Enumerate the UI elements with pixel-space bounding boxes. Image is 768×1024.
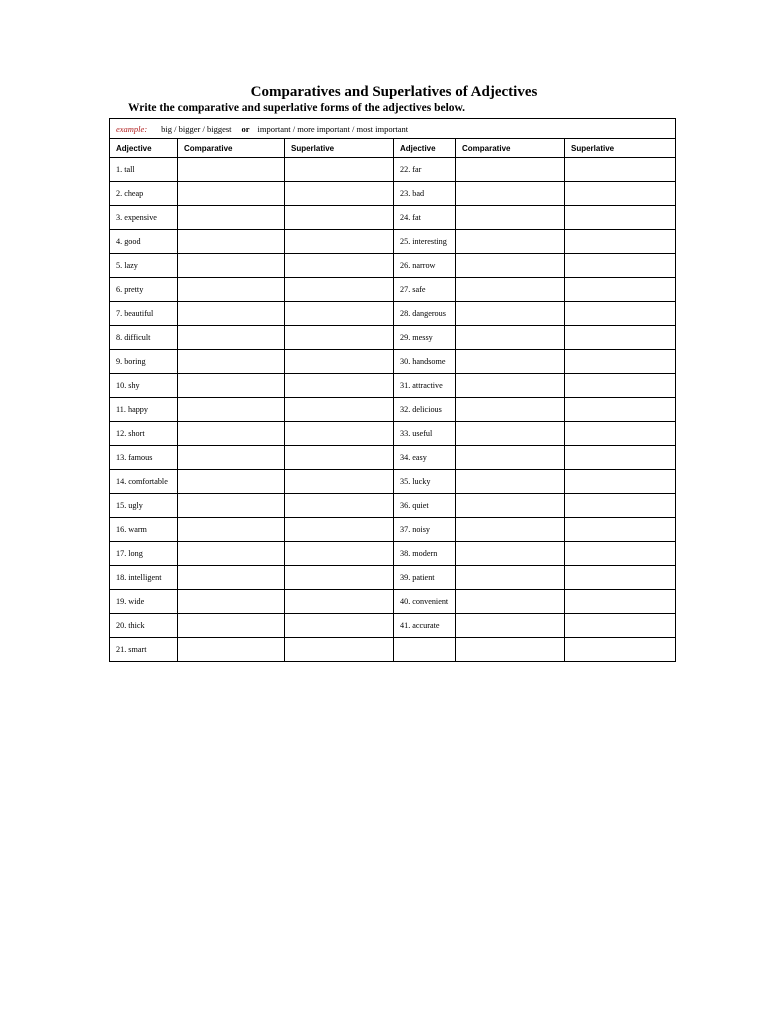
table-row bbox=[110, 590, 676, 614]
adjective-cell-right bbox=[394, 638, 456, 662]
comparative-answer-cell[interactable] bbox=[178, 566, 285, 590]
superlative-answer-cell[interactable] bbox=[565, 302, 676, 326]
superlative-answer-cell[interactable] bbox=[285, 614, 394, 638]
superlative-answer-cell[interactable] bbox=[285, 302, 394, 326]
table-row bbox=[110, 230, 676, 254]
comparative-answer-cell[interactable] bbox=[456, 470, 565, 494]
superlative-answer-cell[interactable] bbox=[565, 374, 676, 398]
header-adjective-right: Adjective bbox=[394, 139, 456, 158]
comparative-answer-cell[interactable] bbox=[456, 374, 565, 398]
superlative-answer-cell[interactable] bbox=[285, 350, 394, 374]
adjective-cell-right: 25. interesting bbox=[394, 230, 456, 254]
superlative-answer-cell[interactable] bbox=[565, 590, 676, 614]
table-row bbox=[110, 494, 676, 518]
superlative-answer-cell[interactable] bbox=[285, 326, 394, 350]
comparative-answer-cell[interactable] bbox=[456, 158, 565, 182]
superlative-answer-cell[interactable] bbox=[285, 374, 394, 398]
superlative-answer-cell[interactable] bbox=[565, 182, 676, 206]
table-row bbox=[110, 278, 676, 302]
superlative-answer-cell[interactable] bbox=[565, 158, 676, 182]
comparative-answer-cell[interactable] bbox=[178, 518, 285, 542]
adjective-cell-right: 41. accurate bbox=[394, 614, 456, 638]
example-second: important / more important / most important bbox=[257, 123, 409, 134]
comparative-answer-cell[interactable] bbox=[456, 422, 565, 446]
superlative-answer-cell[interactable] bbox=[565, 518, 676, 542]
adjective-cell-left: 4. good bbox=[110, 230, 178, 254]
adjective-cell-right: 36. quiet bbox=[394, 494, 456, 518]
header-superlative-right: Superlative bbox=[565, 139, 676, 158]
comparative-answer-cell[interactable] bbox=[456, 326, 565, 350]
example-label: example: bbox=[116, 123, 148, 134]
comparative-answer-cell[interactable] bbox=[456, 494, 565, 518]
adjective-cell-left: 12. short bbox=[110, 422, 178, 446]
superlative-answer-cell[interactable] bbox=[565, 470, 676, 494]
example-cell bbox=[110, 119, 676, 139]
table-row bbox=[110, 566, 676, 590]
comparative-answer-cell[interactable] bbox=[456, 542, 565, 566]
table-row bbox=[110, 158, 676, 182]
comparative-answer-cell[interactable] bbox=[178, 230, 285, 254]
superlative-answer-cell[interactable] bbox=[565, 614, 676, 638]
page-title: Comparatives and Superlatives of Adjectives bbox=[250, 84, 538, 100]
superlative-answer-cell[interactable] bbox=[285, 254, 394, 278]
superlative-answer-cell[interactable] bbox=[285, 398, 394, 422]
adjective-cell-left: 6. pretty bbox=[110, 278, 178, 302]
comparative-answer-cell[interactable] bbox=[178, 422, 285, 446]
comparative-answer-cell[interactable] bbox=[456, 518, 565, 542]
adjective-cell-right: 27. safe bbox=[394, 278, 456, 302]
header-row bbox=[110, 139, 676, 158]
table-row bbox=[110, 350, 676, 374]
superlative-answer-cell[interactable] bbox=[565, 422, 676, 446]
adjective-cell-right: 31. attractive bbox=[394, 374, 456, 398]
comparative-answer-cell[interactable] bbox=[456, 206, 565, 230]
comparative-answer-cell[interactable] bbox=[178, 350, 285, 374]
superlative-answer-cell[interactable] bbox=[565, 326, 676, 350]
adjective-cell-left: 3. expensive bbox=[110, 206, 178, 230]
adjective-cell-left: 11. happy bbox=[110, 398, 178, 422]
adjective-cell-right: 30. handsome bbox=[394, 350, 456, 374]
superlative-answer-cell[interactable] bbox=[285, 278, 394, 302]
table-row bbox=[110, 614, 676, 638]
adjective-cell-left: 14. comfortable bbox=[110, 470, 178, 494]
table-row bbox=[110, 182, 676, 206]
comparative-answer-cell[interactable] bbox=[178, 374, 285, 398]
adjective-cell-left: 1. tall bbox=[110, 158, 178, 182]
table-row bbox=[110, 422, 676, 446]
worksheet-table bbox=[109, 118, 676, 662]
adjective-cell-right: 32. delicious bbox=[394, 398, 456, 422]
adjective-cell-left: 8. difficult bbox=[110, 326, 178, 350]
superlative-answer-cell[interactable] bbox=[565, 398, 676, 422]
adjective-cell-right: 33. useful bbox=[394, 422, 456, 446]
adjective-cell-left: 2. cheap bbox=[110, 182, 178, 206]
header-comparative-right: Comparative bbox=[456, 139, 565, 158]
comparative-answer-cell[interactable] bbox=[456, 302, 565, 326]
superlative-answer-cell[interactable] bbox=[285, 206, 394, 230]
superlative-answer-cell[interactable] bbox=[565, 494, 676, 518]
comparative-answer-cell[interactable] bbox=[178, 446, 285, 470]
superlative-answer-cell[interactable] bbox=[565, 254, 676, 278]
adjective-cell-right: 37. noisy bbox=[394, 518, 456, 542]
comparative-answer-cell[interactable] bbox=[456, 350, 565, 374]
superlative-answer-cell[interactable] bbox=[285, 422, 394, 446]
adjective-cell-left: 21. smart bbox=[110, 638, 178, 662]
comparative-answer-cell[interactable] bbox=[456, 230, 565, 254]
superlative-answer-cell[interactable] bbox=[285, 542, 394, 566]
comparative-answer-cell[interactable] bbox=[178, 638, 285, 662]
comparative-answer-cell[interactable] bbox=[178, 158, 285, 182]
adjective-cell-left: 20. thick bbox=[110, 614, 178, 638]
comparative-answer-cell[interactable] bbox=[178, 182, 285, 206]
instructions: Write the comparative and superlative forms of the adjectives below. bbox=[128, 102, 466, 114]
comparative-answer-cell[interactable] bbox=[178, 206, 285, 230]
comparative-answer-cell[interactable] bbox=[178, 302, 285, 326]
comparative-answer-cell[interactable] bbox=[456, 182, 565, 206]
adjective-cell-right: 29. messy bbox=[394, 326, 456, 350]
adjective-cell-left: 7. beautiful bbox=[110, 302, 178, 326]
table-row bbox=[110, 254, 676, 278]
adjective-cell-left: 5. lazy bbox=[110, 254, 178, 278]
adjective-cell-right: 28. dangerous bbox=[394, 302, 456, 326]
comparative-answer-cell[interactable] bbox=[178, 470, 285, 494]
table-row bbox=[110, 542, 676, 566]
adjective-cell-left: 13. famous bbox=[110, 446, 178, 470]
adjective-cell-left: 15. ugly bbox=[110, 494, 178, 518]
superlative-answer-cell[interactable] bbox=[565, 230, 676, 254]
adjective-cell-right: 23. bad bbox=[394, 182, 456, 206]
adjective-cell-right: 34. easy bbox=[394, 446, 456, 470]
superlative-answer-cell[interactable] bbox=[285, 446, 394, 470]
adjective-cell-right: 35. lucky bbox=[394, 470, 456, 494]
comparative-answer-cell[interactable] bbox=[456, 446, 565, 470]
adjective-cell-left: 18. intelligent bbox=[110, 566, 178, 590]
comparative-answer-cell[interactable] bbox=[178, 494, 285, 518]
superlative-answer-cell[interactable] bbox=[285, 638, 394, 662]
superlative-answer-cell[interactable] bbox=[285, 494, 394, 518]
adjective-cell-right: 40. convenient bbox=[394, 590, 456, 614]
comparative-answer-cell[interactable] bbox=[456, 638, 565, 662]
adjective-cell-right: 38. modern bbox=[394, 542, 456, 566]
superlative-answer-cell[interactable] bbox=[565, 566, 676, 590]
comparative-answer-cell[interactable] bbox=[456, 566, 565, 590]
table-row bbox=[110, 518, 676, 542]
superlative-answer-cell[interactable] bbox=[285, 470, 394, 494]
comparative-answer-cell[interactable] bbox=[456, 614, 565, 638]
header-superlative-left: Superlative bbox=[285, 139, 394, 158]
superlative-answer-cell[interactable] bbox=[565, 206, 676, 230]
superlative-answer-cell[interactable] bbox=[285, 566, 394, 590]
comparative-answer-cell[interactable] bbox=[178, 542, 285, 566]
comparative-answer-cell[interactable] bbox=[456, 254, 565, 278]
header-comparative-left: Comparative bbox=[178, 139, 285, 158]
comparative-answer-cell[interactable] bbox=[456, 398, 565, 422]
table-row bbox=[110, 326, 676, 350]
adjective-cell-left: 9. boring bbox=[110, 350, 178, 374]
comparative-answer-cell[interactable] bbox=[456, 590, 565, 614]
adjective-cell-right: 24. fat bbox=[394, 206, 456, 230]
superlative-answer-cell[interactable] bbox=[565, 350, 676, 374]
adjective-cell-left: 16. warm bbox=[110, 518, 178, 542]
comparative-answer-cell[interactable] bbox=[178, 590, 285, 614]
comparative-answer-cell[interactable] bbox=[456, 278, 565, 302]
adjective-cell-left: 17. long bbox=[110, 542, 178, 566]
table-row bbox=[110, 374, 676, 398]
superlative-answer-cell[interactable] bbox=[565, 278, 676, 302]
superlative-answer-cell[interactable] bbox=[565, 542, 676, 566]
table-row bbox=[110, 638, 676, 662]
adjective-cell-right: 22. far bbox=[394, 158, 456, 182]
superlative-answer-cell[interactable] bbox=[285, 230, 394, 254]
table-row bbox=[110, 470, 676, 494]
table-row bbox=[110, 302, 676, 326]
comparative-answer-cell[interactable] bbox=[178, 278, 285, 302]
superlative-answer-cell[interactable] bbox=[285, 590, 394, 614]
example-separator: or bbox=[241, 123, 250, 134]
superlative-answer-cell[interactable] bbox=[285, 518, 394, 542]
superlative-answer-cell[interactable] bbox=[285, 158, 394, 182]
example-row bbox=[110, 119, 676, 139]
comparative-answer-cell[interactable] bbox=[178, 254, 285, 278]
comparative-answer-cell[interactable] bbox=[178, 398, 285, 422]
adjective-cell-left: 10. shy bbox=[110, 374, 178, 398]
table-row bbox=[110, 206, 676, 230]
superlative-answer-cell[interactable] bbox=[565, 446, 676, 470]
adjective-cell-right: 39. patient bbox=[394, 566, 456, 590]
comparative-answer-cell[interactable] bbox=[178, 326, 285, 350]
table-row bbox=[110, 398, 676, 422]
header-adjective-left: Adjective bbox=[110, 139, 178, 158]
adjective-cell-left: 19. wide bbox=[110, 590, 178, 614]
adjective-cell-right: 26. narrow bbox=[394, 254, 456, 278]
superlative-answer-cell[interactable] bbox=[285, 182, 394, 206]
example-first: big / bigger / biggest bbox=[161, 123, 232, 134]
table-row bbox=[110, 446, 676, 470]
comparative-answer-cell[interactable] bbox=[178, 614, 285, 638]
superlative-answer-cell[interactable] bbox=[565, 638, 676, 662]
